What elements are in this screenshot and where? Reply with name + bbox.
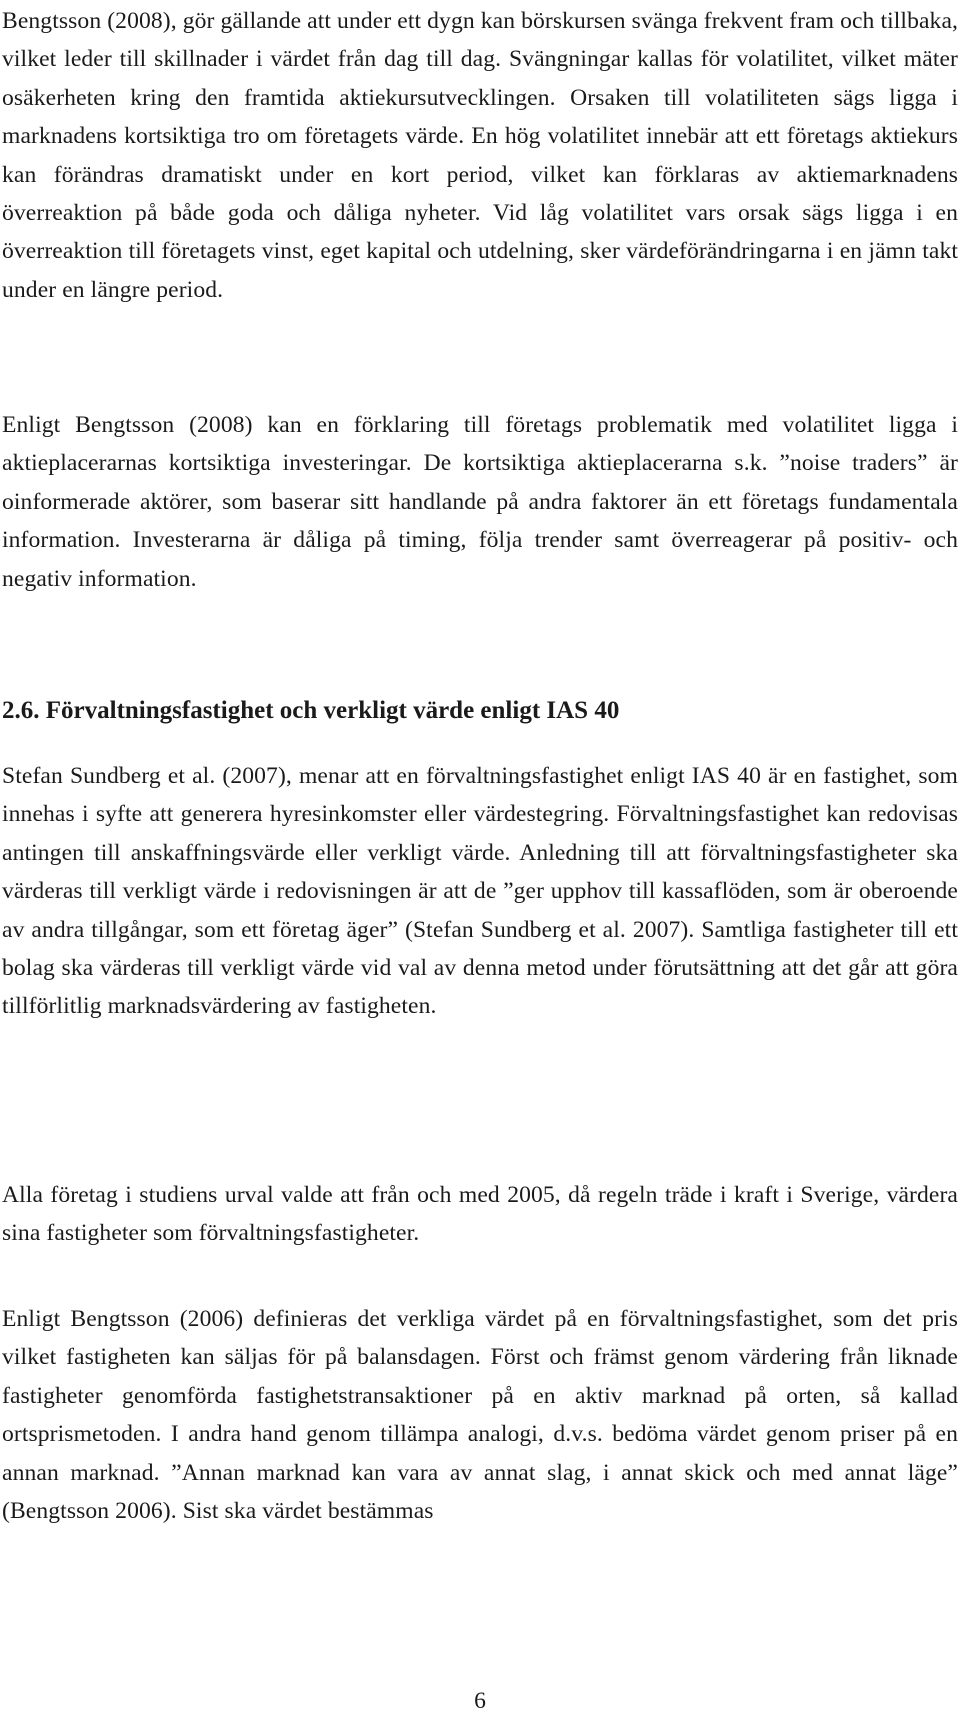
- paragraph-ias40: Stefan Sundberg et al. (2007), menar att en förvaltningsfastighet enligt IAS 40 är en fastighet, som innehas i syfte att generera hyresinkomster eller värdestegring. Förvaltningsfastighet kan redovisas antingen till anskaffningsvärde eller verkligt värde. Anledning till att förvaltningsfastigheter ska värderas till verkligt värde i redovisningen är att de ”ger upphov till kassaflöden, som är oberoende av andra tillgångar, som ett företag äger” (Stefan Sundberg et al. 2007). Samtliga fastigheter till ett bolag ska värderas till verkligt värde vid val av denna metod under förutsättning att det går att göra tillförlitlig marknadsvärdering av fastigheten.: [2, 763, 958, 1020]
- paragraph-study-sample: Alla företag i studiens urval valde att från och med 2005, då regeln träde i kraft i Sverige, värdera sina fastigheter som förvaltningsfastigheter.: [2, 1182, 958, 1247]
- section-heading: 2.6. Förvaltningsfastighet och verkligt värde enligt IAS 40: [2, 697, 620, 724]
- paragraph-volatility: Bengtsson (2008), gör gällande att under ett dygn kan börskursen svänga frekvent fram och tillbaka, vilket leder till skillnader i värdet från dag till dag. Svängningar kallas för volatilitet, vilket mäter osäkerheten kring den framtida aktiekursutvecklingen. Orsaken till volatiliteten sägs ligga i marknadens kortsiktiga tro om företagets värde. En hög volatilitet innebär att ett företags aktiekurs kan förändras dramatiskt under en kort period, vilket kan förklaras av aktiemarknadens överreaktion på både goda och dåliga nyheter. Vid låg volatilitet vars orsak sägs ligga i en överreaktion till företagets vinst, eget kapital och utdelning, sker värdeförändringarna i en jämn takt under en längre period.: [2, 8, 959, 303]
- page-number: 6: [474, 1688, 486, 1714]
- paragraph-fair-value: Enligt Bengtsson (2006) definieras det verkliga värdet på en förvaltningsfastighet, som det pris vilket fastigheten kan säljas för på balansdagen. Först och främst genom värdering från liknade fastigheter genomförda fastighetstransaktioner på en aktiv marknad på orten, så kallad ortsprismetoden. I andra hand genom tillämpa analogi, d.v.s. bedöma värdet genom priser på en annan marknad. ”Annan marknad kan vara av annat slag, i annat skick och med annat läge” (Bengtsson 2006). Sist ska värdet bestämmas: [2, 1306, 958, 1525]
- paragraph-noise-traders: Enligt Bengtsson (2008) kan en förklaring till företags problematik med volatilitet ligga i aktieplacerarnas kortsiktiga investeringar. De kortsiktiga aktieplacerarna s.k. ”noise traders” är oinformerade aktörer, som baserar sitt handlande på andra faktorer än ett företags fundamentala information. Investerarna är dåliga på timing, följa trender samt överreagerar på positiv- och negativ information.: [2, 412, 958, 592]
